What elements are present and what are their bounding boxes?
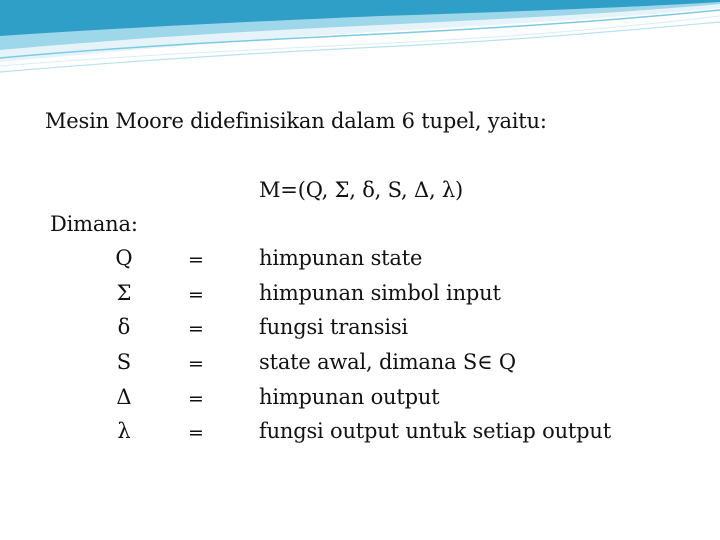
definition-symbol: Σ [116,281,132,305]
definition-symbol: S [116,350,132,374]
definition-symbol: Q [115,246,133,270]
equals-sign: = [188,353,204,375]
equals-sign: = [188,388,204,410]
header-wave-decoration [0,0,720,90]
definition-meaning: fungsi transisi [259,315,408,339]
equals-sign: = [188,249,204,271]
definition-meaning: fungsi output untuk setiap output [259,419,611,443]
equals-sign: = [188,422,204,444]
definition-symbol: Δ [116,385,132,409]
definition-meaning: himpunan output [259,385,440,409]
definition-meaning: himpunan state [259,246,423,270]
equals-sign: = [188,284,204,306]
tuple-formula: M=(Q, Σ, δ, S, Δ, λ) [259,178,464,202]
definition-symbol: δ [117,315,131,339]
equals-sign: = [188,318,204,340]
intro-text: Mesin Moore didefinisikan dalam 6 tupel, yaitu: [45,109,547,133]
definition-symbol: λ [117,419,131,443]
definition-meaning: state awal, dimana S∈ Q [259,350,516,374]
definition-meaning: himpunan simbol input [259,281,501,305]
where-label: Dimana: [50,212,138,236]
